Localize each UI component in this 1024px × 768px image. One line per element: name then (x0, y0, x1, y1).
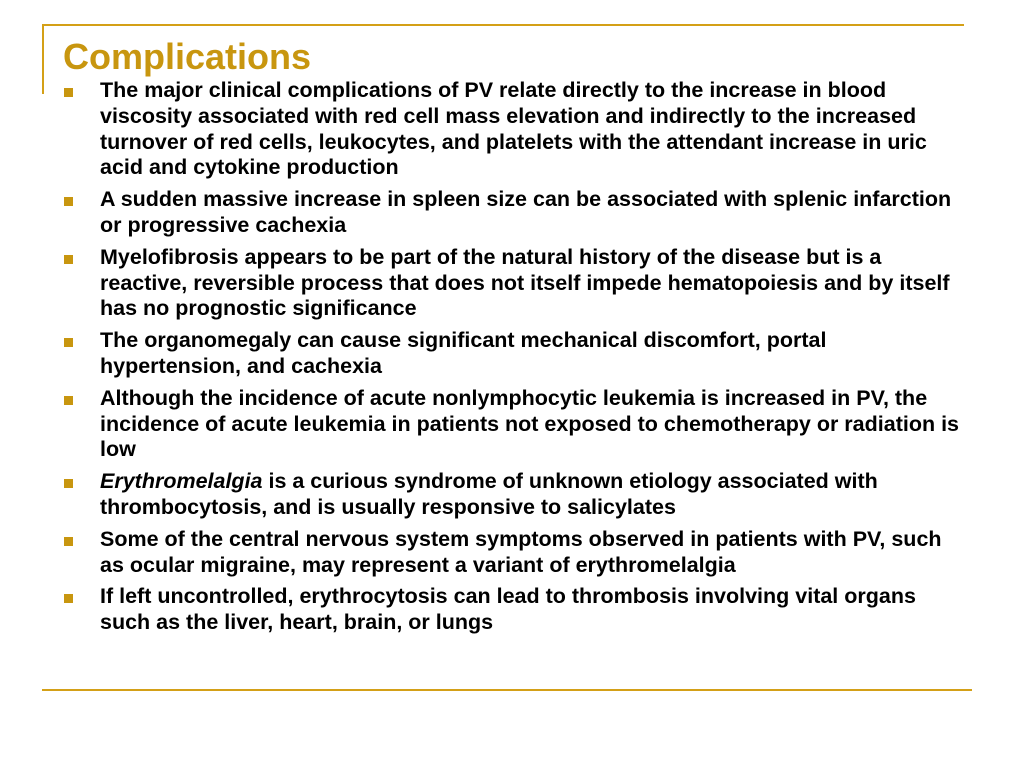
square-bullet-icon (64, 88, 73, 97)
bullet-text: is a curious syndrome of unknown etiology associated with thrombocytosis, and is usually responsive to salicylates (100, 469, 878, 519)
bullet-item (62, 527, 967, 579)
bullet-text: The organomegaly can cause significant mechanical discomfort, portal hypertension, and cachexia (100, 328, 827, 378)
left-rule (42, 24, 44, 94)
bullet-text: If left uncontrolled, erythrocytosis can lead to thrombosis involving vital organs such as the liver, heart, brain, or lungs (100, 584, 916, 635)
bullet-text: Some of the central nervous system symptoms observed in patients with PV, such as ocular migraine, may represent a variant of erythromelalgia (100, 526, 942, 577)
slide-title: Complications (63, 36, 312, 77)
square-bullet-icon (64, 537, 73, 546)
bullet-item (62, 245, 967, 322)
bullet-item (62, 78, 967, 181)
bullet-text: The major clinical complications of PV relate directly to the increase in blood viscosity associated with red cell mass elevation and indirectly to the increased turnover of red cells, leukocytes, and platelets with the attendant increase in uric acid and cytokine production (100, 78, 927, 180)
bullet-item (62, 584, 967, 636)
bullet-item (62, 469, 967, 521)
square-bullet-icon (64, 479, 73, 488)
square-bullet-icon (64, 197, 73, 206)
bullet-italic-term: Erythromelalgia (100, 469, 263, 494)
top-rule (42, 24, 964, 26)
square-bullet-icon (64, 338, 73, 347)
bottom-rule (42, 689, 972, 691)
bullet-text: Although the incidence of acute nonlymphocytic leukemia is increased in PV, the incidence of acute leukemia in patients not exposed to chemotherapy or radiation is low (100, 385, 960, 462)
bullet-text: A sudden massive increase in spleen size can be associated with splenic infarction or progressive cachexia (100, 187, 952, 237)
bullet-item (62, 328, 967, 380)
bullet-list (62, 78, 967, 642)
square-bullet-icon (64, 255, 73, 264)
bullet-item (62, 386, 967, 463)
bullet-item (62, 187, 967, 239)
bullet-text: Myelofibrosis appears to be part of the natural history of the disease but is a reactive, reversible process that does not itself impede hematopoiesis and by itself has no prognostic significance (100, 244, 950, 321)
square-bullet-icon (64, 594, 73, 603)
square-bullet-icon (64, 396, 73, 405)
